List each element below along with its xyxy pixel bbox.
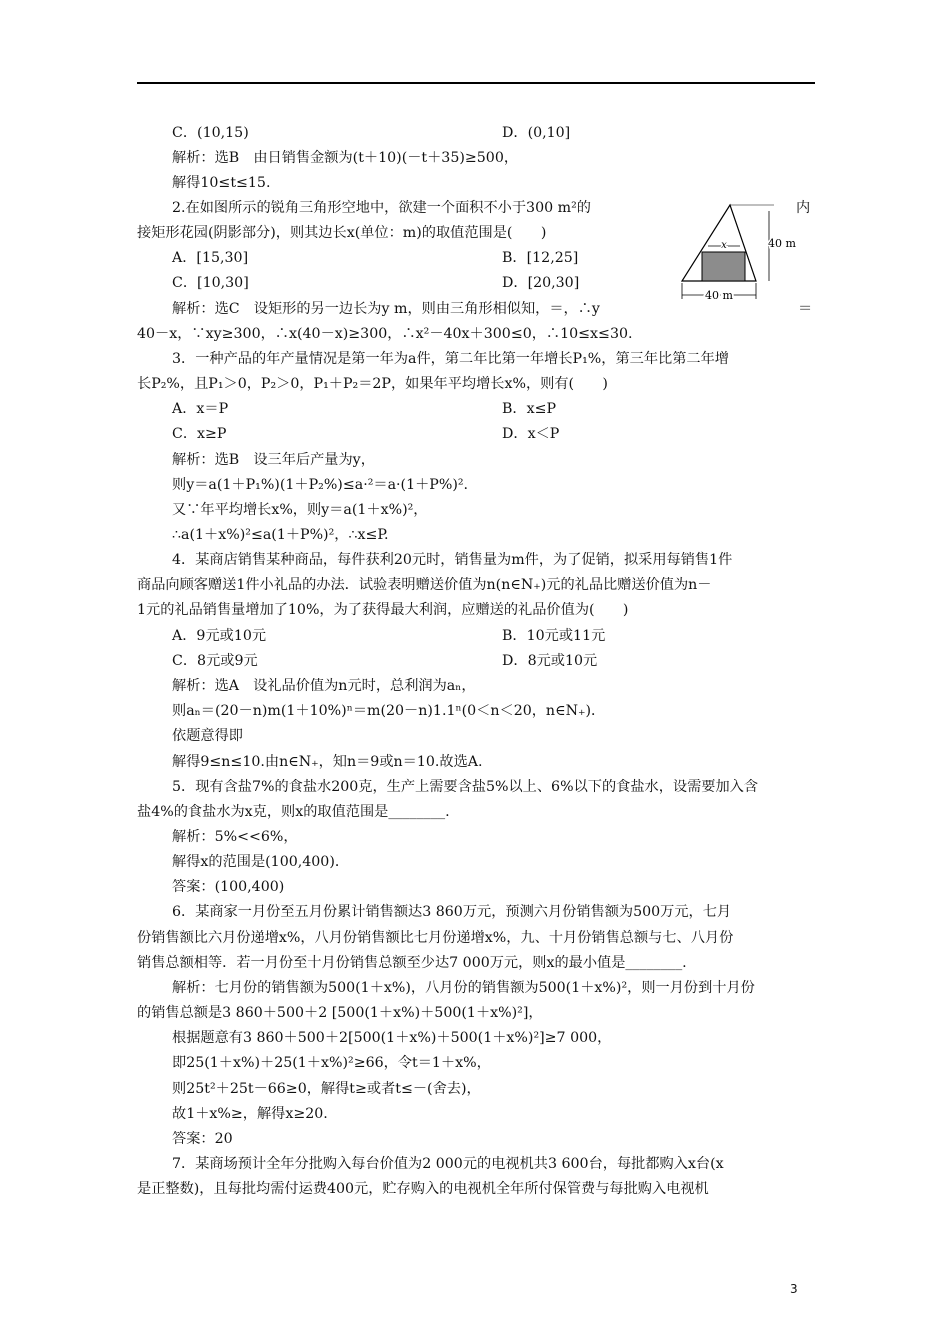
text-line: 盐4%的食盐水为x克，则x的取值范围是________. [137, 804, 450, 820]
text-line: 内 [796, 200, 811, 216]
text-line: 解析：选C 设矩形的另一边长为y m，则由三角形相似知，＝，∴y [172, 301, 600, 317]
text-line: 解得9≤n≤10.由n∈N₊，知n＝9或n＝10.故选A. [172, 754, 483, 770]
text-line: C．[10,30] [172, 275, 249, 291]
text-line: 2.在如图所示的锐角三角形空地中，欲建一个面积不小于300 m²的 [172, 200, 591, 216]
header-rule [137, 82, 815, 84]
text-line: 7．某商场预计全年分批购入每台价值为2 000元的电视机共3 600台，每批都购入x台(x [172, 1156, 724, 1172]
text-line: 是正整数)，且每批均需付运费400元，贮存购入的电视机全年所付保管费与每批购入电视机 [137, 1181, 709, 1197]
text-line: 4．某商店销售某种商品，每件获利20元时，销售量为m件，为了促销，拟采用每销售1件 [172, 552, 733, 568]
text-line: 5．现有含盐7%的食盐水200克，生产上需要含盐5%以上、6%以下的食盐水，设需要加入含 [172, 779, 759, 795]
text-line: C．8元或9元 [172, 653, 258, 669]
text-line: 40－x，∵xy≥300，∴x(40－x)≥300，∴x²－40x＋300≤0，∴10≤x≤30. [137, 326, 633, 342]
text-line: D．(0,10] [502, 125, 571, 141]
text-line: 则25t²＋25t－66≥0，解得t≥或者t≤－(舍去)， [172, 1081, 481, 1097]
text-line: 解析：5%<<6%， [172, 829, 298, 845]
x-label: x [721, 240, 727, 251]
text-line: 解析：七月份的销售额为500(1＋x%)，八月份的销售额为500(1＋x%)²，则一月份到十月份 [172, 980, 755, 996]
text-line: 1元的礼品销售量增加了10%，为了获得最大利润，应赠送的礼品价值为( ) [137, 602, 629, 618]
text-line: 根据题意有3 860＋500＋2[500(1＋x%)＋500(1＋x%)²]≥7 000， [172, 1030, 612, 1046]
text-line: B．10元或11元 [502, 628, 606, 644]
text-line: A．[15,30] [172, 250, 249, 266]
text-line: D．[20,30] [502, 275, 580, 291]
base-label: 40 m [705, 289, 733, 302]
text-line: 又∵年平均增长x%，则y＝a(1＋x%)²， [172, 502, 428, 518]
text-line: B．x≤P [502, 401, 557, 417]
text-line: 销售总额相等．若一月份至十月份销售总额至少达7 000万元，则x的最小值是________. [137, 955, 687, 971]
text-line: A．x＝P [172, 401, 229, 417]
text-line: 解得x的范围是(100,400)． [172, 854, 350, 870]
text-line: 解析：选B 由日销售金额为(t＋10)(－t＋35)≥500， [172, 150, 519, 166]
text-line: C．x≥P [172, 426, 227, 442]
text-line: B．[12,25] [502, 250, 579, 266]
text-line: 商品向顾客赠送1件小礼品的办法．试验表明赠送价值为n(n∈N₊)元的礼品比赠送价值为n－ [137, 577, 712, 593]
text-line: 则aₙ＝(20－n)m(1＋10%)ⁿ＝m(20－n)1.1ⁿ(0＜n＜20，n∈N₊)． [172, 703, 606, 719]
text-line: A．9元或10元 [172, 628, 267, 644]
text-line: 3．一种产品的年产量情况是第一年为a件，第二年比第一年增长P₁%，第三年比第二年增 [172, 351, 729, 367]
height-label: 40 m [768, 237, 796, 250]
page-number: 3 [790, 1282, 798, 1296]
text-line: 解析：选A 设礼品价值为n元时，总利润为aₙ， [172, 678, 476, 694]
text-line: D．x＜P [502, 426, 560, 442]
text-line: C．(10,15) [172, 125, 249, 141]
text-line: 故1＋x%≥，解得x≥20. [172, 1106, 328, 1122]
text-line: 答案：(100,400) [172, 879, 285, 895]
text-line: 解得10≤t≤15. [172, 175, 271, 191]
shaded-rectangle [702, 252, 745, 281]
text-line: 长P₂%，且P₁＞0，P₂＞0，P₁＋P₂＝2P，如果年平均增长x%，则有( ) [137, 376, 608, 392]
text-line: ∴a(1＋x%)²≤a(1＋P%)²，∴x≤P. [172, 527, 389, 543]
text-line: D．8元或10元 [502, 653, 598, 669]
text-line: 依题意得即 [172, 728, 243, 744]
text-line: 答案：20 [172, 1131, 233, 1147]
text-line: 的销售总额是3 860＋500＋2 [500(1＋x%)＋500(1＋x%)²]， [137, 1005, 543, 1021]
triangle-figure [678, 203, 798, 303]
text-line: 即25(1＋x%)＋25(1＋x%)²≥66，令t＝1＋x%， [172, 1055, 491, 1071]
text-line: ＝ [798, 301, 813, 317]
text-line: 则y＝a(1＋P₁%)(1＋P₂%)≤a·²＝a·(1＋P%)². [172, 477, 469, 493]
text-line: 解析：选B 设三年后产量为y， [172, 452, 375, 468]
text-line: 接矩形花园(阴影部分)，则其边长x(单位：m)的取值范围是( ) [137, 225, 547, 241]
text-line: 6．某商家一月份至五月份累计销售额达3 860万元，预测六月份销售额为500万元，七月 [172, 904, 732, 920]
text-line: 份销售额比六月份递增x%，八月份销售额比七月份递增x%，九、十月份销售总额与七、八月份 [137, 930, 734, 946]
